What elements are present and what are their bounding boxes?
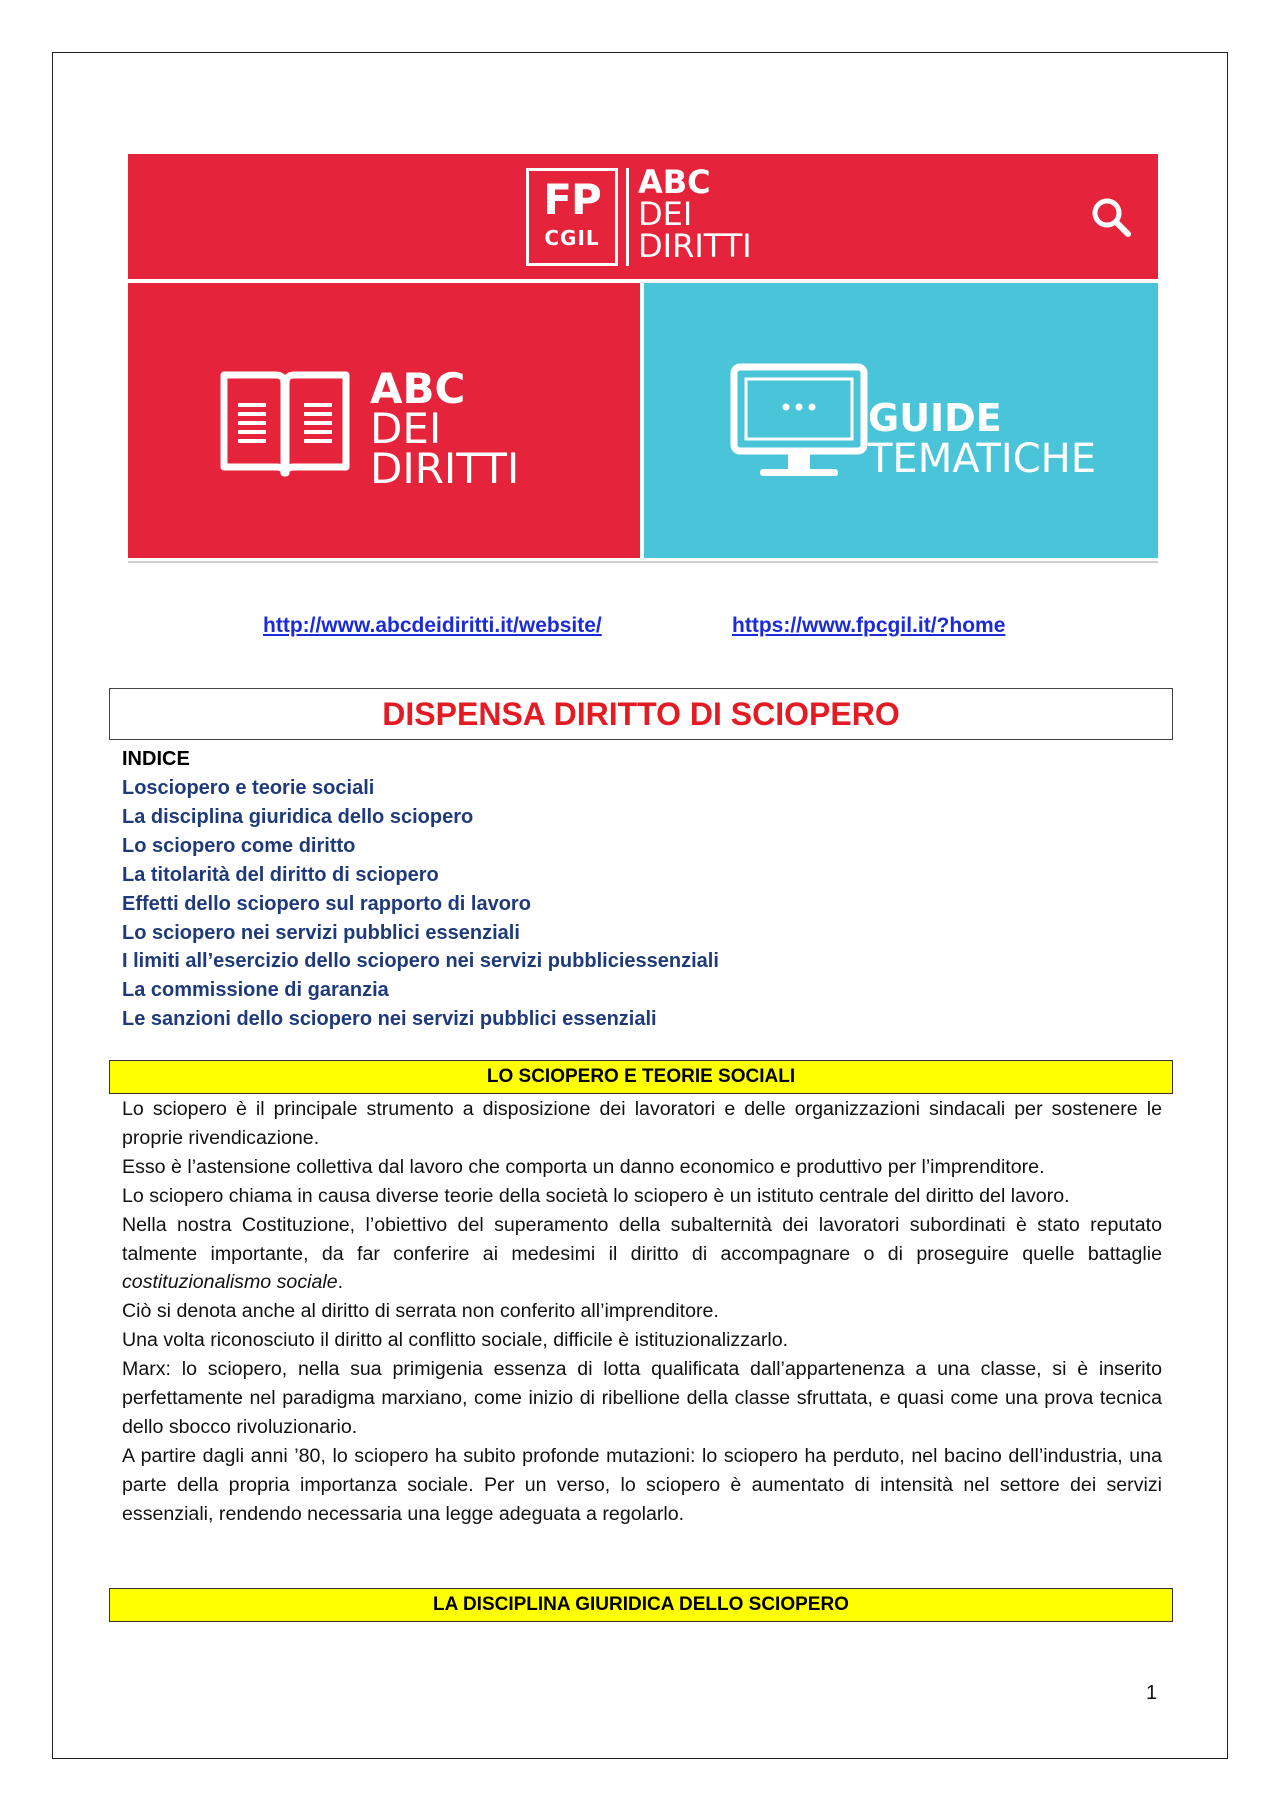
tile-right-line-1: GUIDE: [868, 396, 1002, 440]
index-item[interactable]: Losciopero e teorie sociali: [122, 777, 375, 799]
index-item[interactable]: I limiti all’esercizio dello sciopero nei servizi pubbliciessenziali: [122, 950, 719, 973]
tile-left-line-2: DEI: [370, 404, 442, 453]
body-paragraph: Marx: lo sciopero, nella sua primigenia essenza di lotta qualificata dall’appartenenza a una classe, si è inserito perfettamente nel paradigma marxiano, come inizio di ribellione della classe sfruttata, e quasi come una prova tecnica dello sbocco rivoluzionario.: [122, 1358, 1162, 1438]
section-body-teorie-sociali: [122, 1095, 1162, 1529]
document-title: DISPENSA DIRITTO DI SCIOPERO: [382, 696, 900, 732]
index-list: [122, 774, 719, 1034]
body-paragraph: Esso è l’astensione collettiva dal lavoro che comporta un danno economico e produttivo per l’imprenditore.: [122, 1155, 1045, 1178]
body-text-span: Nella nostra Costituzione, l’obiettivo del superamento della subalternità dei lavoratori subordinati è stato reputato talmente importante, da far conferire ai medesimi il diritto di accompagnare o di proseguire quelle battaglie: [122, 1213, 1162, 1265]
brand-line-3: DIRITTI: [638, 227, 752, 265]
monitor-icon: [730, 363, 868, 483]
body-paragraph: A partire dagli anni ’80, lo sciopero ha subito profonde mutazioni: lo sciopero ha perduto, nel bacino dell’industria, una parte della propria importanza sociale. Per un verso, lo sciopero è aumentato di intensità nel settore dei servizi essenziali, rendendo necessaria una legge adeguata a regolarlo.: [122, 1444, 1162, 1525]
index-item[interactable]: Lo sciopero nei servizi pubblici essenziali: [122, 921, 520, 944]
page-number: 1: [1146, 1682, 1158, 1704]
index-item[interactable]: La titolarità del diritto di sciopero: [122, 863, 439, 886]
tile-right-title: [868, 396, 1096, 482]
index-item[interactable]: Effetti dello sciopero sul rapporto di lavoro: [122, 892, 531, 915]
index-item[interactable]: La disciplina giuridica dello sciopero: [122, 805, 474, 828]
body-italic-term: costituzionalismo sociale: [122, 1271, 338, 1294]
body-paragraph: Lo sciopero è il principale strumento a disposizione dei lavoratori e delle organizzazioni sindacali per sostenere le proprie rivendicazione.: [122, 1098, 1162, 1149]
document-title-box: [109, 688, 1173, 740]
brand-line-1: ABC: [638, 163, 711, 201]
index-heading: INDICE: [122, 748, 190, 770]
body-paragraph: Una volta riconosciuto il diritto al conflitto sociale, difficile è istituzionalizzarlo.: [122, 1329, 789, 1352]
tile-left-title: [370, 364, 520, 493]
tile-left-line-3: DIRITTI: [370, 444, 520, 493]
logo-divider: [626, 168, 629, 266]
body-paragraph: [122, 1211, 1162, 1298]
index-item[interactable]: La commissione di garanzia: [122, 979, 389, 1002]
fp-cgil-logo: [526, 168, 618, 266]
tile-guide-tematiche[interactable]: [644, 283, 1158, 558]
logo-fp-text: FP: [543, 175, 601, 224]
index-item[interactable]: Le sanzioni dello sciopero nei servizi pubblici essenziali: [122, 1008, 657, 1031]
section-heading-disciplina-giuridica: LA DISCIPLINA GIURIDICA DELLO SCIOPERO: [109, 1588, 1173, 1622]
tile-abc-dei-diritti[interactable]: [128, 283, 640, 558]
tile-left-line-1: ABC: [370, 364, 466, 413]
banner-rule: [128, 561, 1158, 563]
search-icon[interactable]: [1090, 196, 1132, 238]
fpcgil-link[interactable]: https://www.fpcgil.it/?home: [732, 614, 1006, 637]
abcdeidiritti-link[interactable]: http://www.abcdeidiritti.it/website/: [263, 614, 602, 637]
index-item[interactable]: Lo sciopero come diritto: [122, 834, 356, 857]
logo-cgil-text: CGIL: [544, 226, 600, 250]
banner-top-bar: [128, 154, 1158, 279]
open-book-icon: [220, 367, 350, 479]
top-brand-text: [638, 163, 752, 265]
brand-line-2: DEI: [638, 195, 693, 233]
body-paragraph: Ciò si denota anche al diritto di serrata non conferito all’imprenditore.: [122, 1300, 719, 1323]
section-heading-teorie-sociali: LO SCIOPERO E TEORIE SOCIALI: [109, 1060, 1173, 1094]
body-text-span: .: [337, 1271, 344, 1294]
body-paragraph: Lo sciopero chiama in causa diverse teorie della società lo sciopero è un istituto centrale del diritto del lavoro.: [122, 1184, 1070, 1207]
tile-right-line-2: TEMATICHE: [868, 436, 1096, 482]
